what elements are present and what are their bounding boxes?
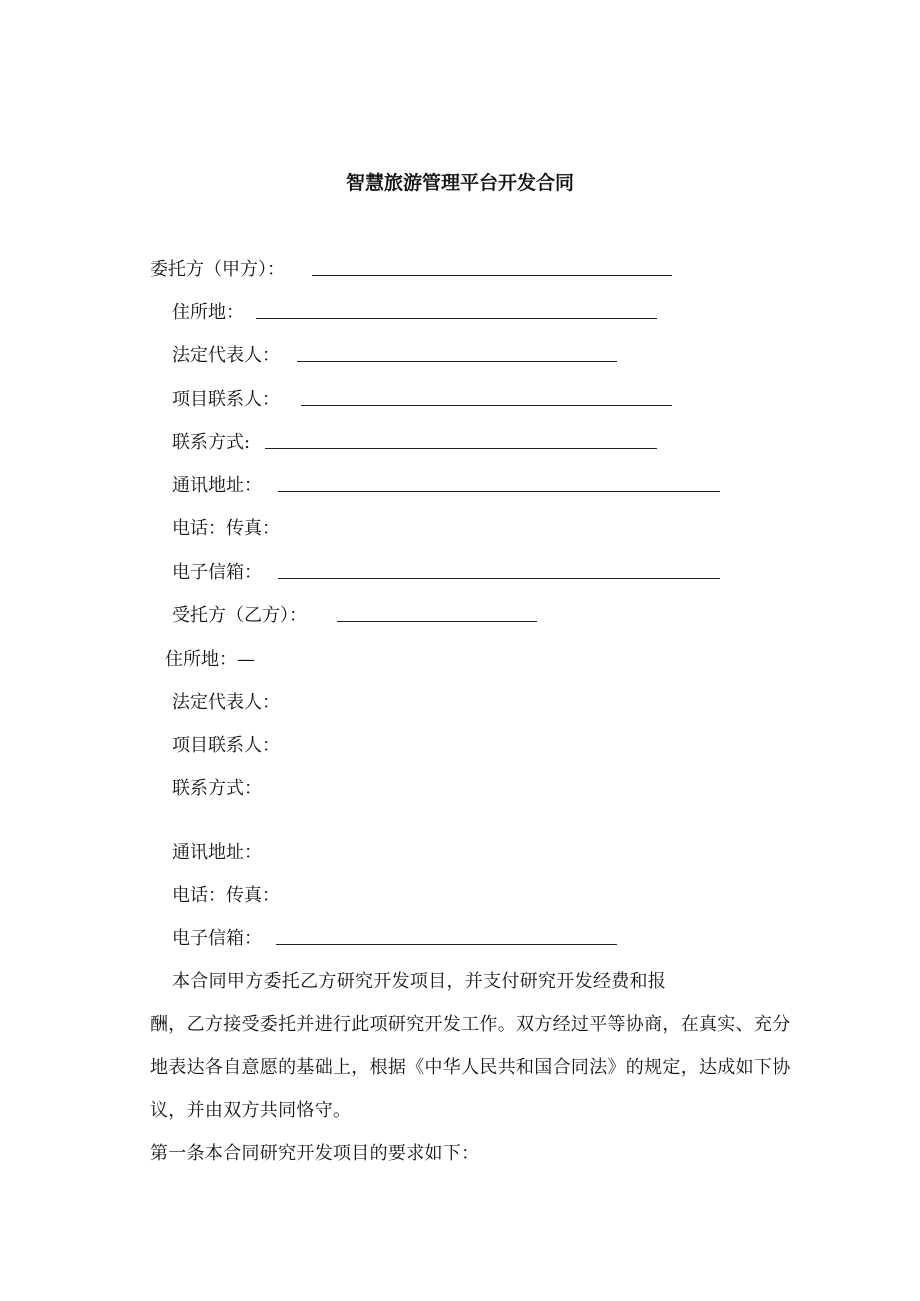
party-b-project-contact-label: 项目联系人：: [172, 735, 280, 756]
party-b-heading-label: 受托方（乙方）：: [172, 605, 307, 626]
party-b-contact-method-label: 联系方式：: [172, 778, 262, 799]
party-a-mailing-address-label: 通讯地址：: [172, 475, 262, 496]
party-a-address-label: 住所地：: [172, 302, 244, 323]
party-a-address: [172, 301, 244, 325]
preamble-line-3: 地表达各自意愿的基础上，根据《中华人民共和国合同法》的规定，达成如下协: [150, 1057, 791, 1078]
party-a-contact-method-label: 联系方式:: [172, 432, 251, 453]
article-1-heading: 第一条本合同研究开发项目的要求如下：: [150, 1143, 480, 1164]
party-b-mailing-address: [172, 841, 262, 865]
party-a-legal-rep-blank: [297, 361, 617, 362]
party-b-heading: [172, 604, 307, 628]
party-a-legal-rep: [172, 344, 280, 368]
party-a-heading: [150, 258, 285, 282]
party-b-phone-fax: [172, 884, 280, 908]
party-b-address: [165, 648, 255, 672]
party-a-contact-method-blank: [265, 448, 657, 449]
party-a-contact-method: [172, 431, 250, 455]
party-a-email-label: 电子信箱：: [172, 562, 262, 583]
party-b-legal-rep: [172, 691, 280, 715]
party-a-email: [172, 561, 262, 585]
party-b-project-contact: [172, 734, 280, 758]
party-a-project-contact-blank: [301, 405, 672, 406]
party-a-email-blank: [278, 578, 720, 579]
party-a-phone-fax-label: 电话：传真：: [172, 518, 280, 539]
party-a-mailing-address-blank: [278, 491, 720, 492]
party-b-contact-method: [172, 777, 262, 801]
party-a-mailing-address: [172, 474, 262, 498]
party-b-email: [172, 927, 262, 951]
preamble-line-2: 酬，乙方接受委托并进行此项研究开发工作。双方经过平等协商，在真实、充分: [150, 1014, 791, 1035]
party-b-address-label: 住所地：—: [165, 649, 255, 670]
party-a-phone-fax: [172, 517, 280, 541]
party-a-project-contact-label: 项目联系人：: [172, 389, 280, 410]
party-a-legal-rep-label: 法定代表人：: [172, 345, 280, 366]
party-b-mailing-address-label: 通讯地址：: [172, 842, 262, 863]
party-a-address-blank: [256, 318, 657, 319]
party-b-phone-fax-label: 电话：传真：: [172, 885, 280, 906]
preamble-line-1: 本合同甲方委托乙方研究开发项目，并支付研究开发经费和报: [172, 971, 667, 992]
party-b-name-blank: [337, 621, 537, 622]
party-a-name-blank: [312, 275, 672, 276]
preamble-line-4: 议，并由双方共同恪守。: [150, 1100, 352, 1121]
page-title: 智慧旅游管理平台开发合同: [345, 172, 574, 194]
party-b-email-blank: [276, 944, 617, 945]
party-a-project-contact: [172, 388, 280, 412]
party-b-email-label: 电子信箱：: [172, 928, 262, 949]
party-b-legal-rep-label: 法定代表人：: [172, 692, 280, 713]
party-a-heading-label: 委托方（甲方）：: [150, 259, 285, 280]
